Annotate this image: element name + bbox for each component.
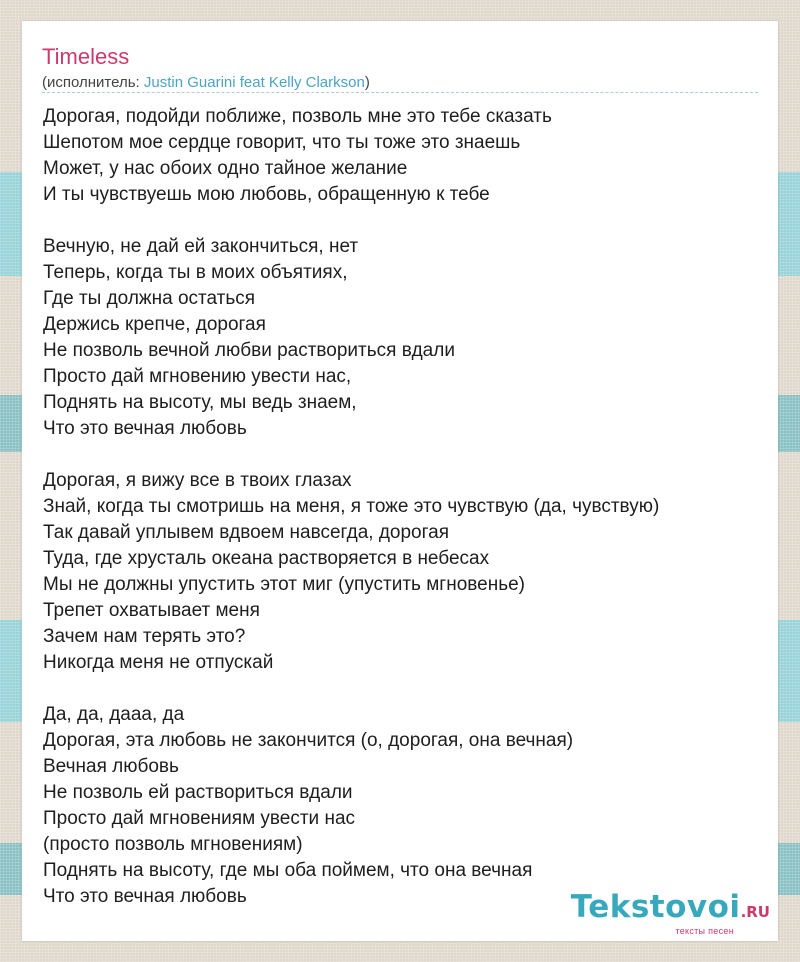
lyrics-card [22,21,778,941]
lyric-line: Не позволь вечной любви раствориться вдали [43,340,455,361]
lyric-line: Туда, где хрусталь океана растворяется в небесах [43,548,490,569]
lyric-line: Вечная любовь [43,756,179,777]
lyric-line: Просто дай мгновению увести нас, [43,366,352,387]
lyric-line: Что это вечная любовь [43,418,247,439]
artist-line [42,73,370,93]
lyric-line: Да, да, дааа, да [43,704,185,725]
song-title: Timeless [42,44,130,69]
lyric-line: Вечную, не дай ей закончиться, нет [43,236,359,257]
lyric-line: Может, у нас обоих одно тайное желание [43,158,408,179]
stanza-break [43,442,659,468]
logo-name: Tekstovoi [570,889,741,925]
lyric-line: Дорогая, эта любовь не закончится (о, дорогая, она вечная) [43,730,574,751]
artist-suffix: ) [364,74,370,91]
stanza-break [43,676,659,702]
lyric-line: Держись крепче, дорогая [43,314,266,335]
lyric-line: (просто позволь мгновениям) [43,834,303,855]
stanza-break [43,208,659,234]
header-divider [42,92,758,93]
lyric-line: Знай, когда ты смотришь на меня, я тоже это чувствую (да, чувствую) [43,496,660,517]
lyric-line: Поднять на высоту, мы ведь знаем, [43,392,357,413]
lyrics-text [43,104,659,910]
lyric-line: И ты чувствуешь мою любовь, обращенную к тебе [43,184,490,205]
lyric-line: Мы не должны упустить этот миг (упустить мгновенье) [43,574,525,595]
logo-tld: .RU [740,903,770,921]
lyric-line: Дорогая, я вижу все в твоих глазах [43,470,352,491]
lyric-line: Зачем нам терять это? [43,626,246,647]
artist-prefix: (исполнитель: [42,74,144,91]
lyric-line: Просто дай мгновениям увести нас [43,808,356,829]
lyric-line: Трепет охватывает меня [43,600,260,621]
site-logo[interactable] [571,890,770,936]
logo-tagline: тексты песен [675,926,734,936]
lyric-line: Дорогая, подойди поближе, позволь мне это тебе сказать [43,106,552,127]
artist-link[interactable]: Justin Guarini feat Kelly Clarkson [143,74,365,91]
lyric-line: Не позволь ей раствориться вдали [43,782,353,803]
lyric-line: Что это вечная любовь [43,886,247,907]
lyric-line: Никогда меня не отпускай [43,652,274,673]
lyric-line: Шепотом мое сердце говорит, что ты тоже это знаешь [43,132,521,153]
lyric-line: Теперь, когда ты в моих объятиях, [43,262,348,283]
lyric-line: Поднять на высоту, где мы оба поймем, что она вечная [43,860,533,881]
lyric-line: Где ты должна остаться [43,288,256,309]
lyric-line: Так давай уплывем вдвоем навсегда, дорогая [43,522,449,543]
